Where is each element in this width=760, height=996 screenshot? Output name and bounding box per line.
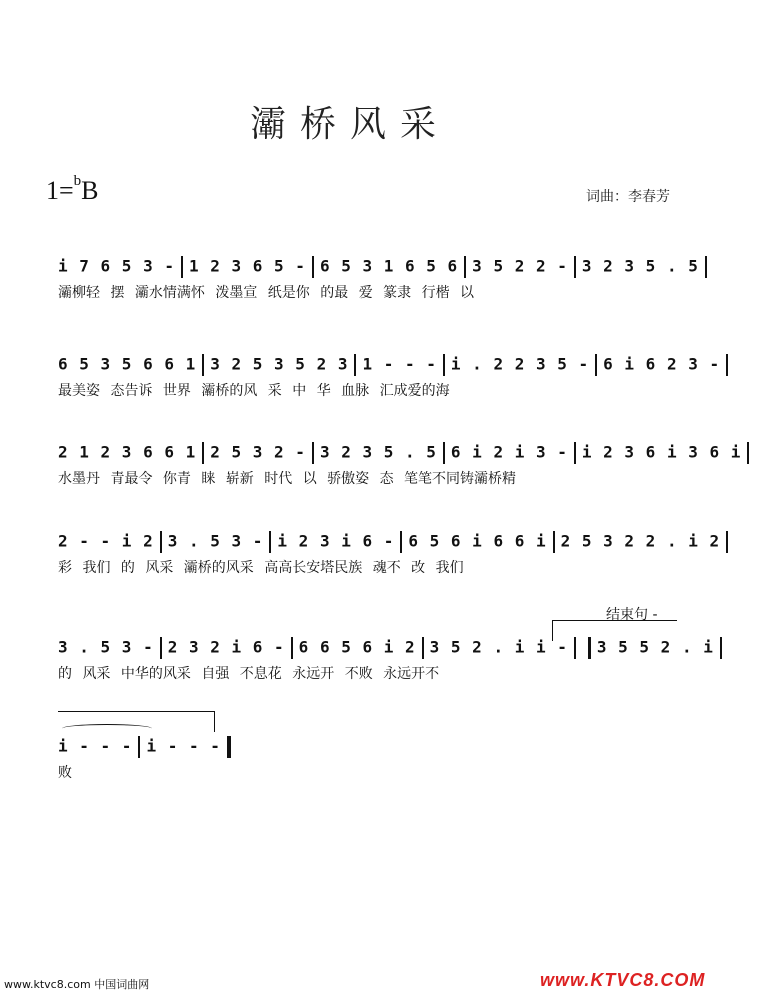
measure: 2 5 3 2 2 . i 2 xyxy=(560,531,721,551)
notes-row xyxy=(58,442,755,464)
measure: 2 5 3 2 - xyxy=(210,442,306,462)
notes-row xyxy=(58,256,713,278)
measure: i 7 6 5 3 - xyxy=(58,256,175,276)
lyrics-row: 彩 我们 的 风采 灞桥的风采 高高长安塔民族 魂不 改 我们 xyxy=(58,560,464,576)
measure: 6 i 6 2 3 - xyxy=(603,354,721,374)
notes-row xyxy=(58,354,734,376)
key-prefix: 1= xyxy=(46,176,74,205)
measure: 3 2 5 3 5 2 3 xyxy=(210,354,349,374)
footer-logo[interactable]: www.KTVC8.COM xyxy=(540,970,706,990)
measure: 6 5 6 i 6 6 i xyxy=(408,531,547,551)
measure: i 2 3 i 6 - xyxy=(277,531,395,551)
lyrics-row: 败 xyxy=(58,765,72,781)
footer-site-text[interactable]: www.ktvc8.com 中国词曲网 xyxy=(4,978,150,991)
measure: 1 2 3 6 5 - xyxy=(188,256,306,276)
measure: 2 - - i 2 xyxy=(58,531,154,551)
measure: 3 . 5 3 - xyxy=(58,637,154,657)
song-title: 灞桥风采 xyxy=(249,104,450,145)
score-line-2 xyxy=(58,354,721,424)
measure: 3 5 2 . i i - xyxy=(429,637,568,657)
measure: i . 2 2 3 5 - xyxy=(450,354,590,374)
measure: 6 5 3 1 6 5 6 xyxy=(319,256,459,276)
measure: 6 5 3 5 6 6 1 xyxy=(58,354,197,374)
lyrics-row: 的 风采 中华的风采 自强 不息花 永远开 不败 永远开不 xyxy=(58,666,440,682)
measure: i - - - xyxy=(58,736,133,756)
measure: 1 - - - xyxy=(362,354,437,374)
key-signature xyxy=(46,173,99,206)
measure: 3 2 3 5 . 5 xyxy=(319,442,437,462)
key-note: B xyxy=(81,176,99,205)
notes-row xyxy=(58,637,728,659)
measure: i 2 3 6 i 3 6 i xyxy=(581,442,742,462)
score-line-3 xyxy=(58,442,742,512)
measure: 3 5 5 2 . i xyxy=(596,637,714,657)
score-line-5 xyxy=(58,637,714,707)
author-credit: 词曲：李春芳 xyxy=(586,189,670,205)
measure: 2 1 2 3 6 6 1 xyxy=(58,442,197,462)
score-line-4 xyxy=(58,531,721,601)
tie-arc xyxy=(62,724,152,733)
notes-row xyxy=(58,531,734,553)
measure: i - - - xyxy=(146,736,221,756)
measure: 3 2 3 5 . 5 xyxy=(581,256,699,276)
score-line-1 xyxy=(58,256,699,326)
score-line-6 xyxy=(58,736,678,806)
lyrics-row: 灞柳轻 摆 灞水情满怀 泼墨宣 纸是你 的最 爱 篆隶 行楷 以 xyxy=(58,285,475,301)
lyrics-row: 水墨丹 青最令 你青 睐 崭新 时代 以 骄傲姿 态 笔笔不同铸灞桥精 xyxy=(58,471,517,487)
lyrics-row: 最美姿 态告诉 世界 灞桥的风 采 中 华 血脉 汇成爱的海 xyxy=(58,383,450,399)
measure: 6 6 5 6 i 2 xyxy=(298,637,416,657)
measure: 6 i 2 i 3 - xyxy=(450,442,568,462)
measure: 2 3 2 i 6 - xyxy=(167,637,285,657)
flat-sign: b xyxy=(73,173,82,190)
coda-label: 结束句 - xyxy=(606,607,658,623)
notes-row xyxy=(58,736,237,758)
measure: 3 5 2 2 - xyxy=(472,256,568,276)
measure: 3 . 5 3 - xyxy=(167,531,264,551)
